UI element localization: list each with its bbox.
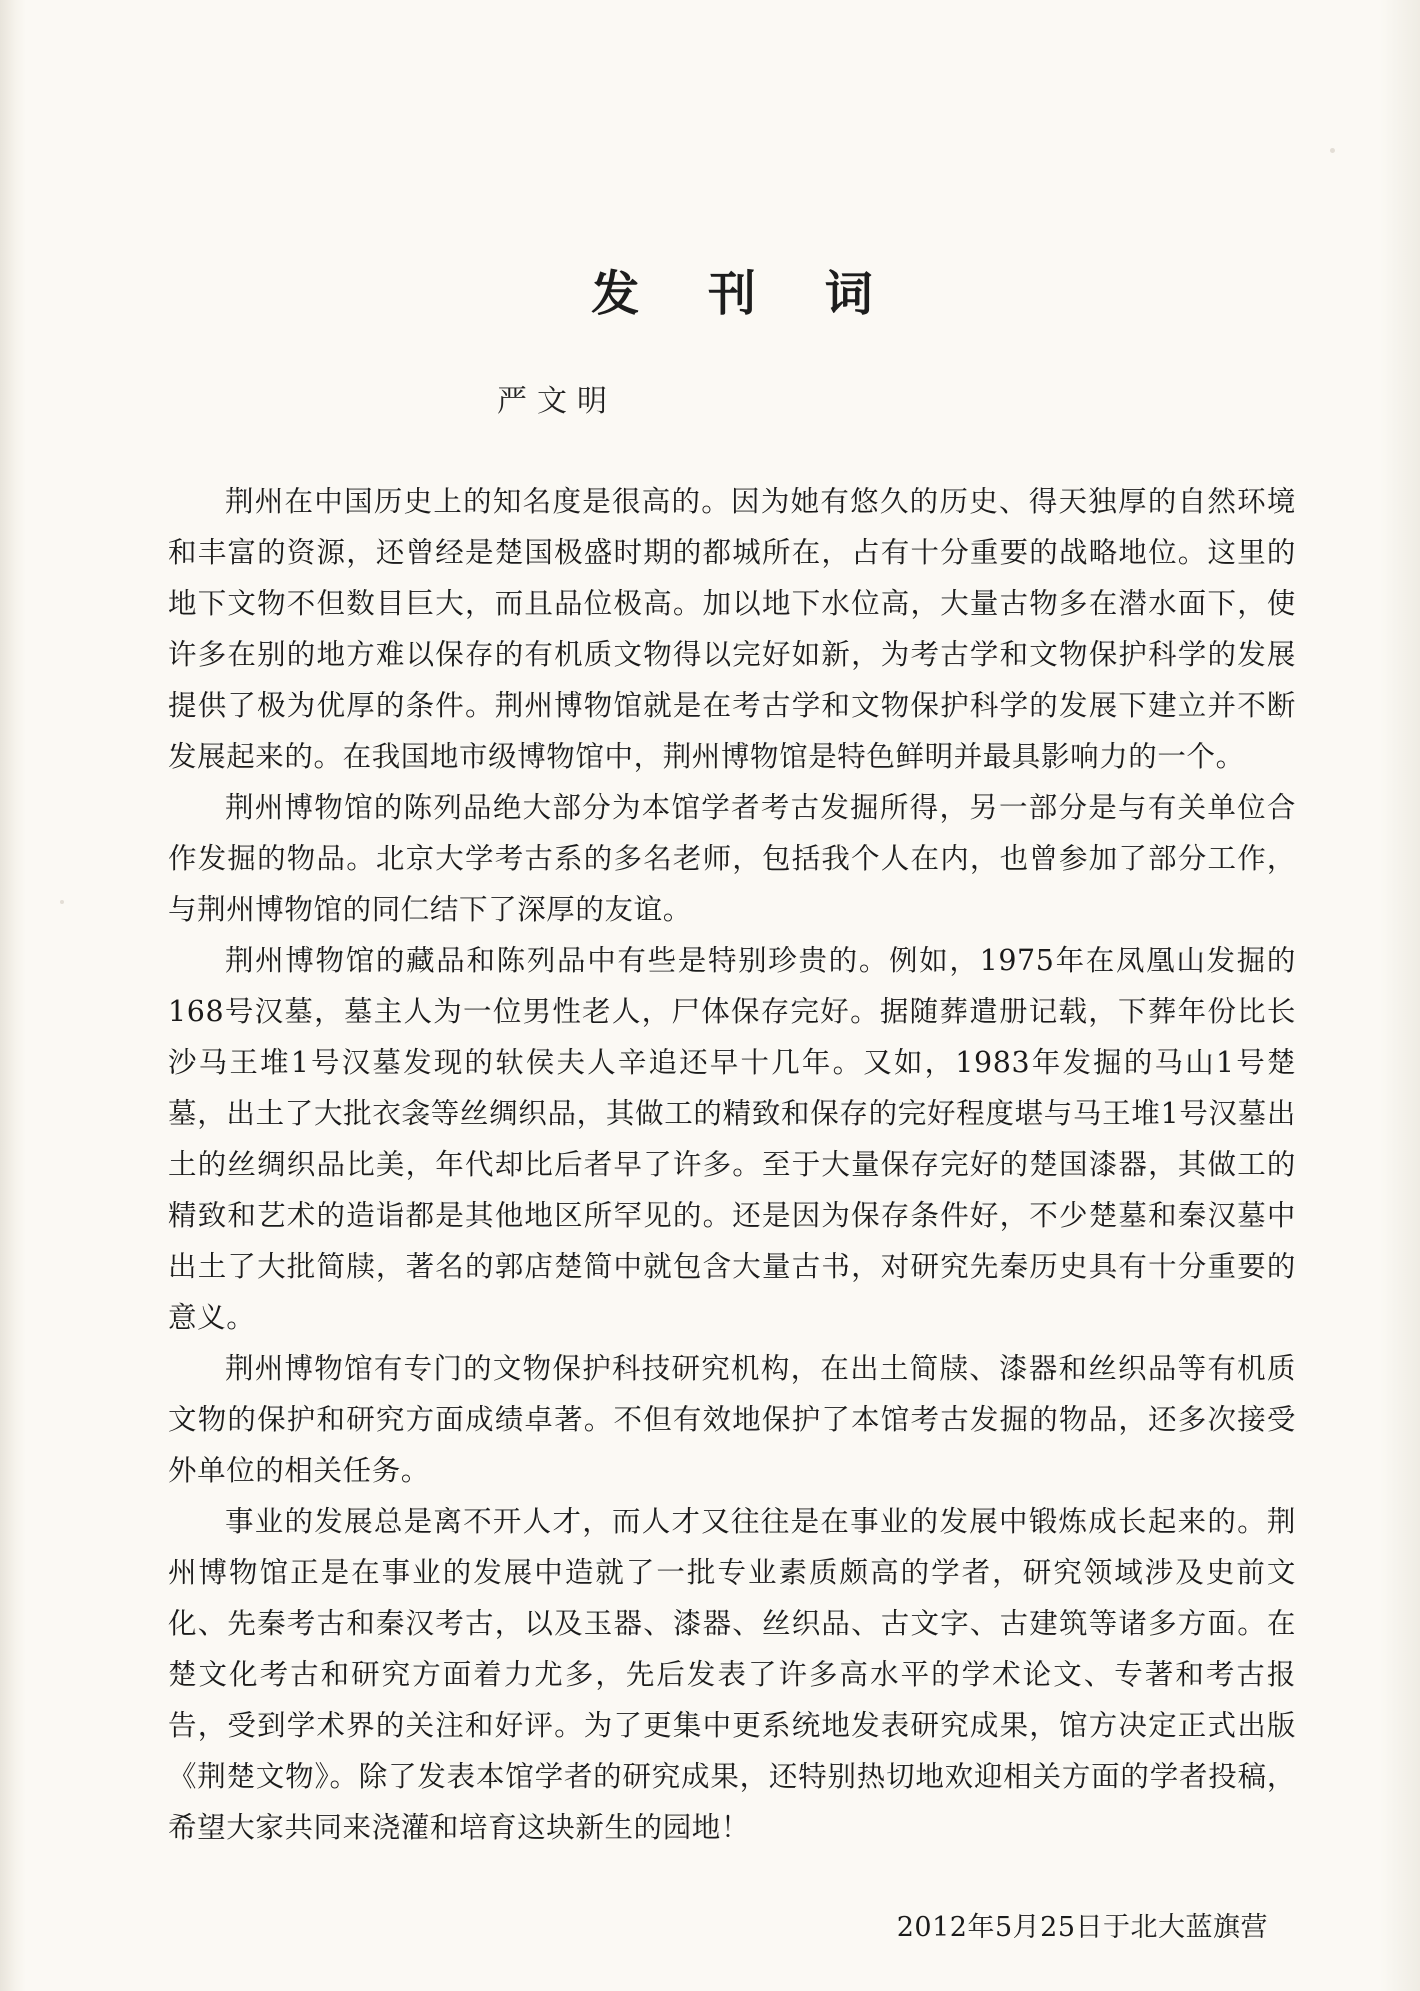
body-paragraph: 荆州博物馆有专门的文物保护科技研究机构，在出土简牍、漆器和丝织品等有机质文物的保护和研究方面成绩卓著。不但有效地保护了本馆考古发掘的物品，还多次接受外单位的相关任务。 xyxy=(168,1352,1296,1487)
author-name: 严文明 xyxy=(497,384,617,419)
article-body xyxy=(168,476,1296,1853)
body-paragraph: 荆州博物馆的藏品和陈列品中有些是特别珍贵的。例如，1975年在凤凰山发掘的168号汉墓，墓主人为一位男性老人，尸体保存完好。据随葬遣册记载，下葬年份比长沙马王堆1号汉墓发现的轪侯夫人辛追还早十几年。又如，1983年发掘的马山1号楚墓，出土了大批衣衾等丝绸织品，其做工的精致和保存的完好程度堪与马王堆1号汉墓出土的丝绸织品比美，年代却比后者早了许多。至于大量保存完好的楚国漆器，其做工的精致和艺术的造诣都是其他地区所罕见的。还是因为保存条件好，不少楚墓和秦汉墓中出土了大批简牍，著名的郭店楚简中就包含大量古书，对研究先秦历史具有十分重要的意义。 xyxy=(168,944,1296,1334)
body-paragraph: 事业的发展总是离不开人才，而人才又往往是在事业的发展中锻炼成长起来的。荆州博物馆正是在事业的发展中造就了一批专业素质颇高的学者，研究领域涉及史前文化、先秦考古和秦汉考古，以及玉器、漆器、丝织品、古文字、古建筑等诸多方面。在楚文化考古和研究方面着力尤多，先后发表了许多高水平的学术论文、专著和考古报告，受到学术界的关注和好评。为了更集中更系统地发表研究成果，馆方决定正式出版《荆楚文物》。除了发表本馆学者的研究成果，还特别热切地欢迎相关方面的学者投稿，希望大家共同来浇灌和培育这块新生的园地！ xyxy=(168,1505,1296,1844)
page-title: 发 刊 词 xyxy=(591,266,899,322)
page-content xyxy=(168,0,1296,1991)
body-paragraph: 荆州博物馆的陈列品绝大部分为本馆学者考古发掘所得，另一部分是与有关单位合作发掘的物品。北京大学考古系的多名老师，包括我个人在内，也曾参加了部分工作，与荆州博物馆的同仁结下了深厚的友谊。 xyxy=(168,791,1296,926)
page-speck xyxy=(60,900,64,904)
body-paragraph: 荆州在中国历史上的知名度是很高的。因为她有悠久的历史、得天独厚的自然环境和丰富的资源，还曾经是楚国极盛时期的都城所在，占有十分重要的战略地位。这里的地下文物不但数目巨大，而且品位极高。加以地下水位高，大量古物多在潜水面下，使许多在别的地方难以保存的有机质文物得以完好如新，为考古学和文物保护科学的发展提供了极为优厚的条件。荆州博物馆就是在考古学和文物保护科学的发展下建立并不断发展起来的。在我国地市级博物馆中，荆州博物馆是特色鲜明并最具影响力的一个。 xyxy=(168,485,1296,773)
date-signature: 2012年5月25日于北大蓝旗营 xyxy=(896,1912,1268,1943)
page-speck xyxy=(1330,148,1335,153)
